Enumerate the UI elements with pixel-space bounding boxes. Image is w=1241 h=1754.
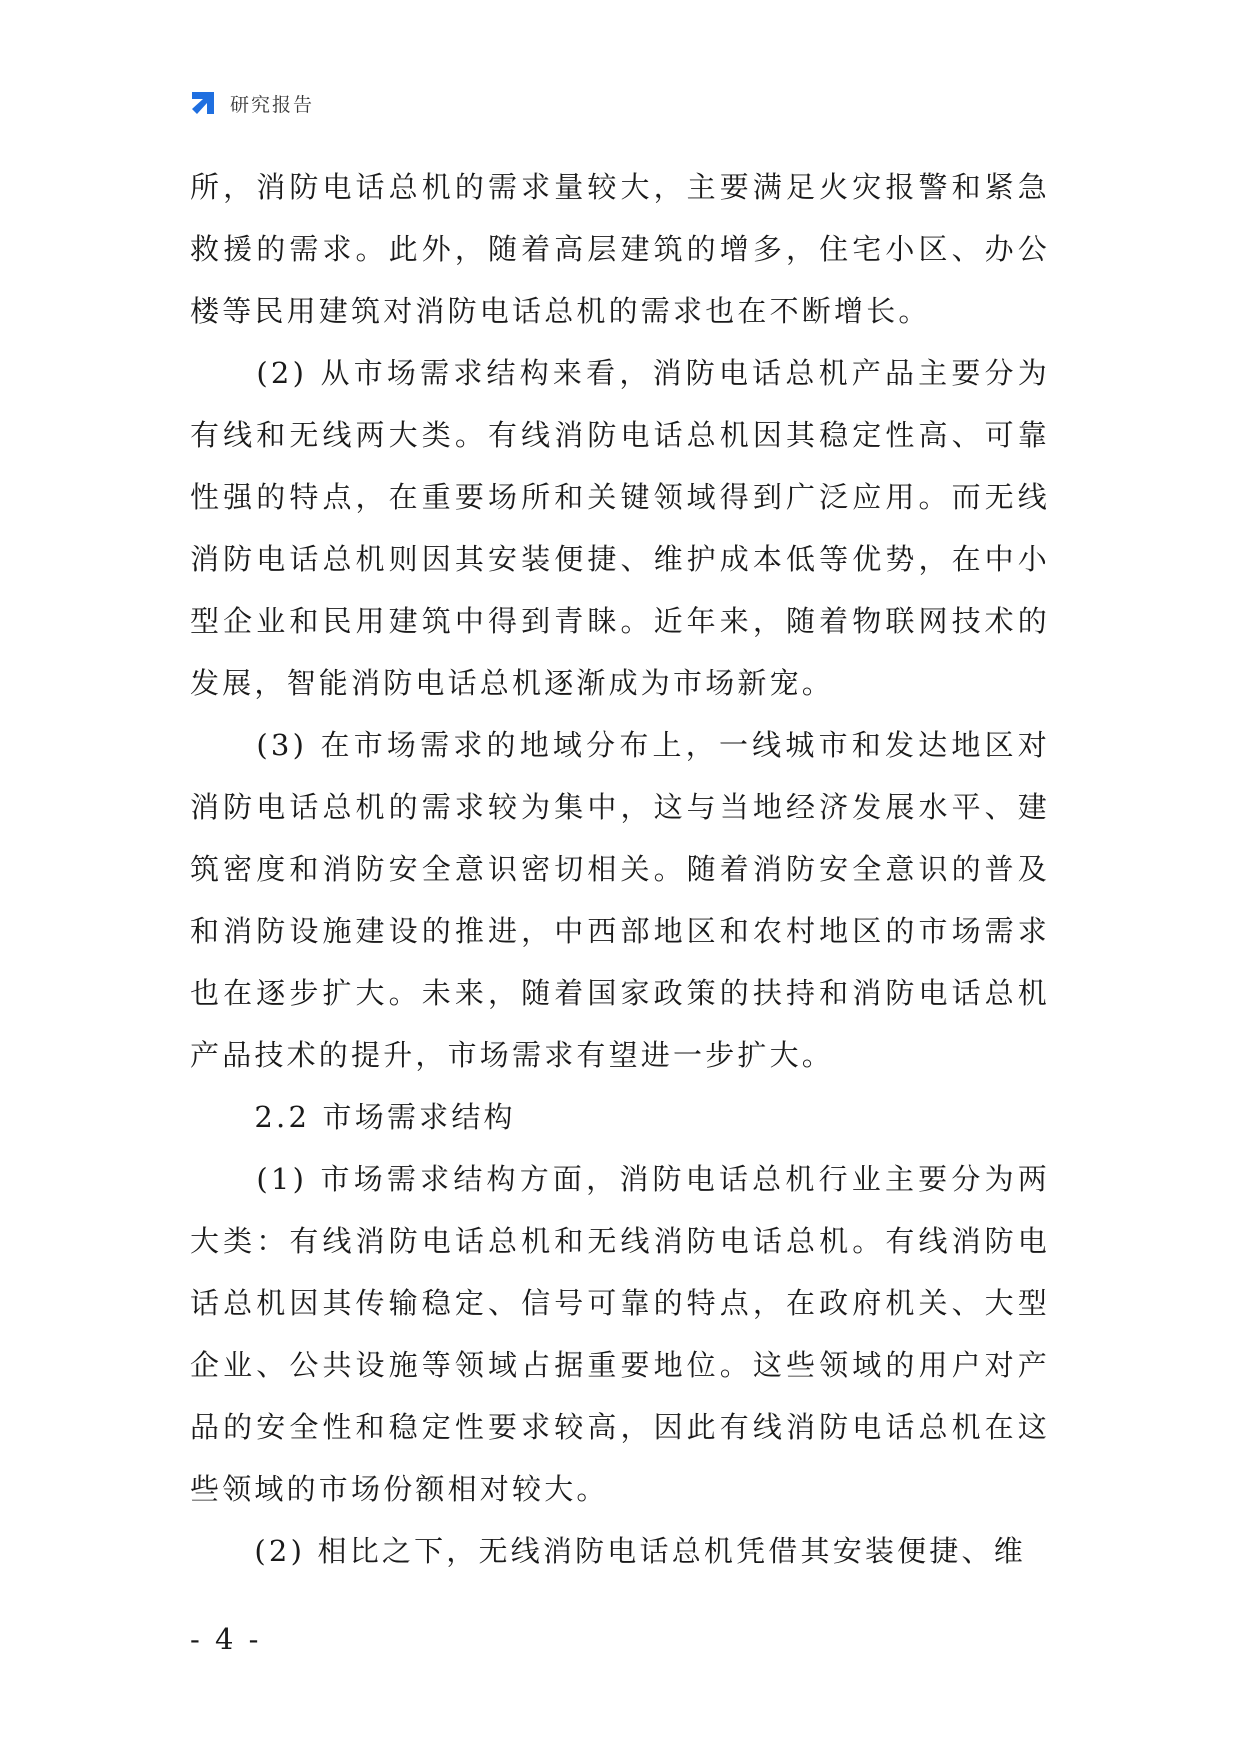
paragraph-3: (3) 在市场需求的地域分布上，一线城市和发达地区对消防电话总机的需求较为集中，这与当地经济发展水平、建筑密度和消防安全意识密切相关。随着消防安全意识的普及和消防设施建设的推进，中西部地区和农村地区的市场需求也在逐步扩大。未来，随着国家政策的扶持和消防电话总机产品技术的提升，市场需求有望进一步扩大。 [190,728,1050,1072]
section-heading: 2.2 市场需求结构 [190,1100,516,1134]
paragraph-2: (2) 从市场需求结构来看，消防电话总机产品主要分为有线和无线两大类。有线消防电话总机因其稳定性高、可靠性强的特点，在重要场所和关键领域得到广泛应用。而无线消防电话总机则因其安装便捷、维护成本低等优势，在中小型企业和民用建筑中得到青睐。近年来，随着物联网技术的发展，智能消防电话总机逐渐成为市场新宠。 [190,356,1050,700]
page-number: - 4 - [190,1622,262,1656]
report-header [188,88,314,118]
arrow-up-right-icon [188,88,218,118]
paragraph-1: 所，消防电话总机的需求量较大，主要满足火灾报警和紧急救援的需求。此外，随着高层建筑的增多，住宅小区、办公楼等民用建筑对消防电话总机的需求也在不断增长。 [190,170,1050,328]
header-title: 研究报告 [230,93,315,116]
paragraph-4: (1) 市场需求结构方面，消防电话总机行业主要分为两大类：有线消防电话总机和无线消防电话总机。有线消防电话总机因其传输稳定、信号可靠的特点，在政府机关、大型企业、公共设施等领域占据重要地位。这些领域的用户对产品的安全性和稳定性要求较高，因此有线消防电话总机在这些领域的市场份额相对较大。 [190,1162,1050,1506]
document-body [190,156,1050,1582]
paragraph-5: (2) 相比之下，无线消防电话总机凭借其安装便捷、维 [190,1534,1026,1568]
